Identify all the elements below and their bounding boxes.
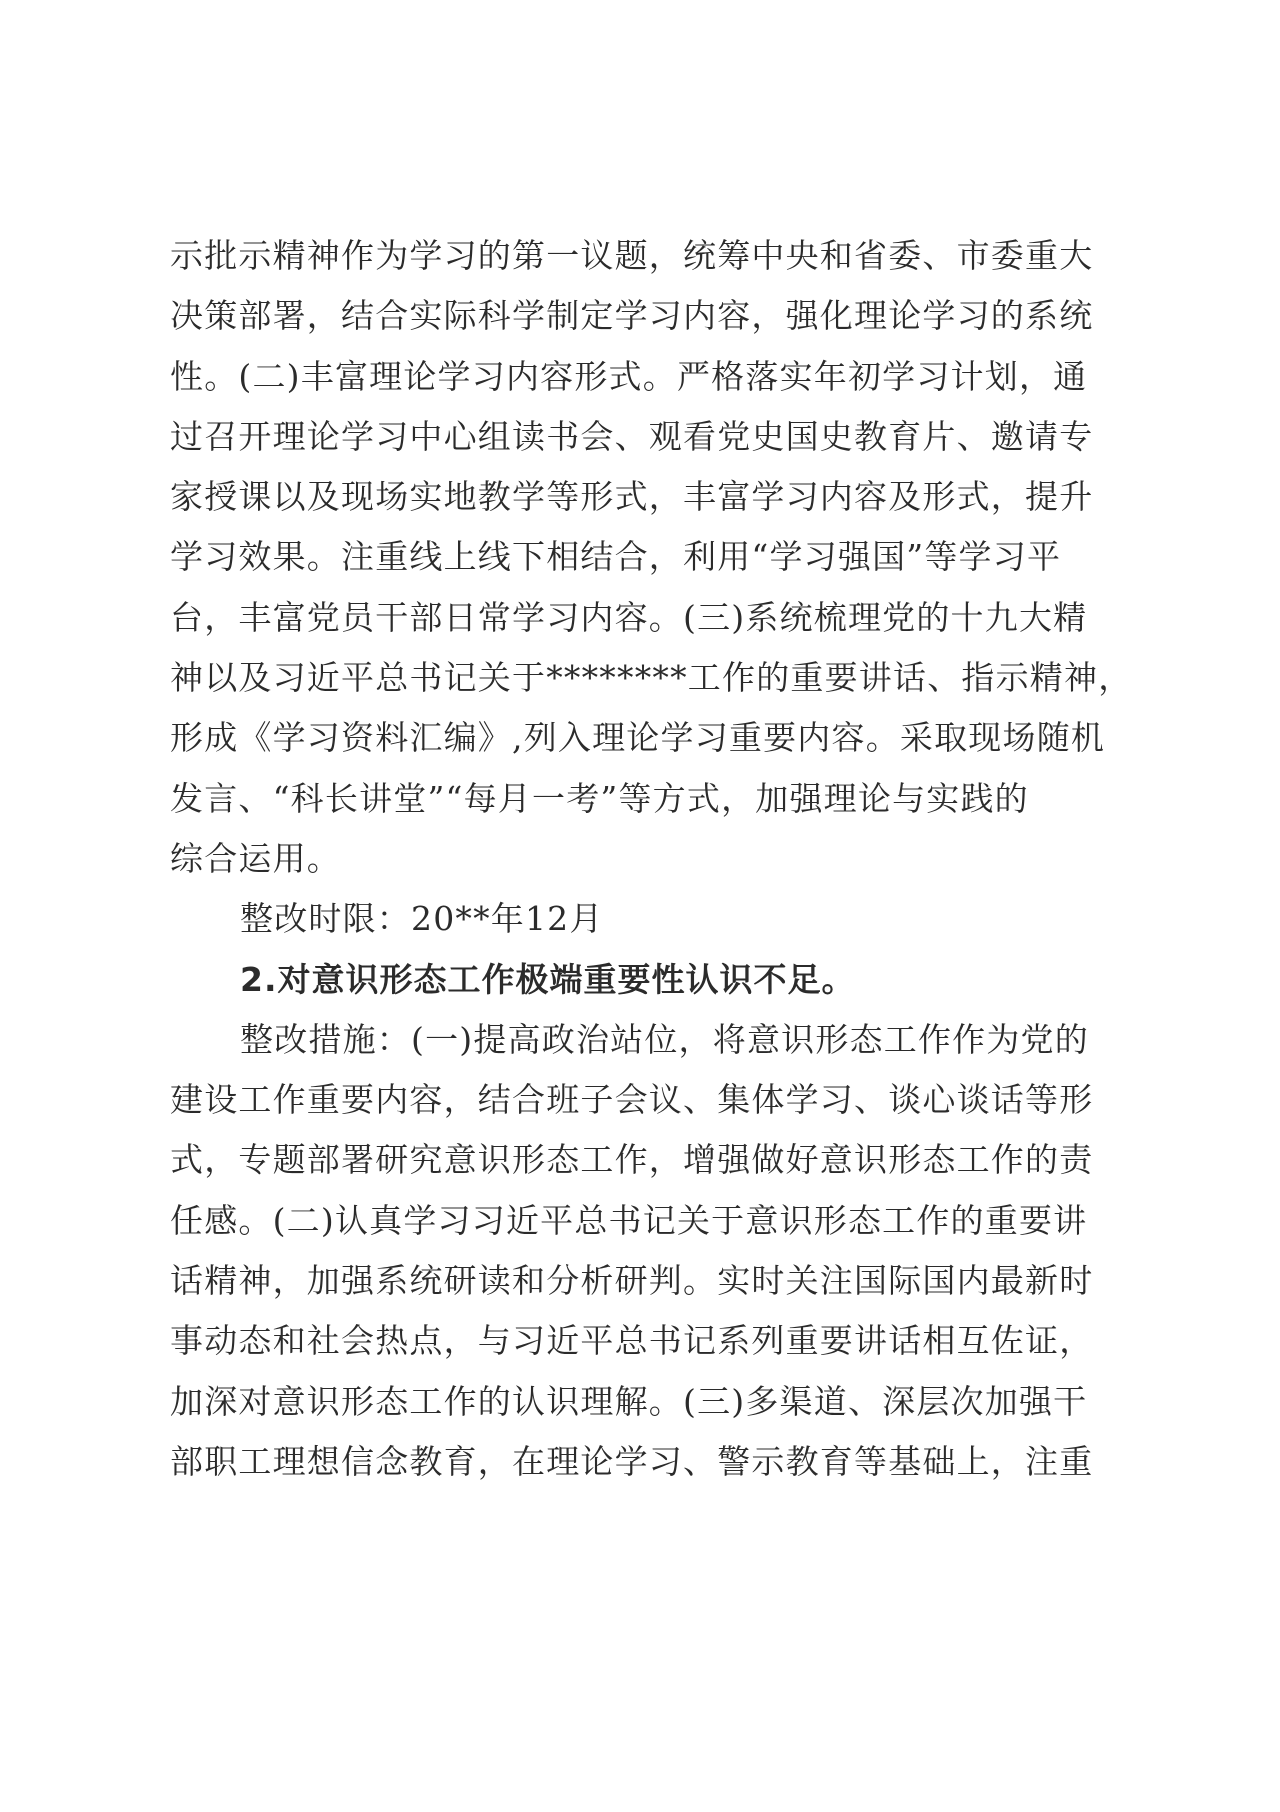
body-line: 建设工作重要内容，结合班子会议、集体学习、谈心谈话等形 <box>170 1080 1094 1120</box>
body-line: 形成《学习资料汇编》,列入理论学习重要内容。采取现场随机 <box>170 718 1106 758</box>
body-line: 综合运用。 <box>170 838 341 878</box>
body-line: 整改措施：(一)提高政治站位，将意识形态工作作为党的 <box>240 1019 1089 1059</box>
deadline-line: 整改时限：20**年12月 <box>240 899 604 939</box>
body-line: 神以及习近平总书记关于********工作的重要讲话、指示精神， <box>170 658 1133 698</box>
body-line: 家授课以及现场实地教学等形式，丰富学习内容及形式，提升 <box>170 477 1094 517</box>
body-line: 发言、“科长讲堂”“每月一考”等方式，加强理论与实践的 <box>170 778 1029 818</box>
body-line: 任感。(二)认真学习习近平总书记关于意识形态工作的重要讲 <box>170 1200 1088 1240</box>
section-heading: 2.对意识形态工作极端重要性认识不足。 <box>240 959 856 999</box>
body-line: 学习效果。注重线上线下相结合，利用“学习强国”等学习平 <box>170 537 1062 577</box>
body-line: 过召开理论学习中心组读书会、观看党史国史教育片、邀请专 <box>170 416 1094 456</box>
body-line: 式，专题部署研究意识形态工作，增强做好意识形态工作的责 <box>170 1140 1094 1180</box>
body-line: 示批示精神作为学习的第一议题，统筹中央和省委、市委重大 <box>170 236 1094 275</box>
body-line: 话精神，加强系统研读和分析研判。实时关注国际国内最新时 <box>170 1261 1094 1301</box>
body-line: 加深对意识形态工作的认识理解。(三)多渠道、深层次加强干 <box>170 1381 1088 1421</box>
body-line: 部职工理想信念教育，在理论学习、警示教育等基础上，注重 <box>170 1441 1094 1481</box>
body-line: 事动态和社会热点，与习近平总书记系列重要讲话相互佐证， <box>170 1321 1094 1361</box>
document-body <box>170 226 1133 1492</box>
body-line: 性。(二)丰富理论学习内容形式。严格落实年初学习计划，通 <box>170 356 1088 396</box>
body-line: 决策部署，结合实际科学制定学习内容，强化理论学习的系统 <box>170 296 1094 336</box>
body-line: 台，丰富党员干部日常学习内容。(三)系统梳理党的十九大精 <box>170 597 1088 637</box>
